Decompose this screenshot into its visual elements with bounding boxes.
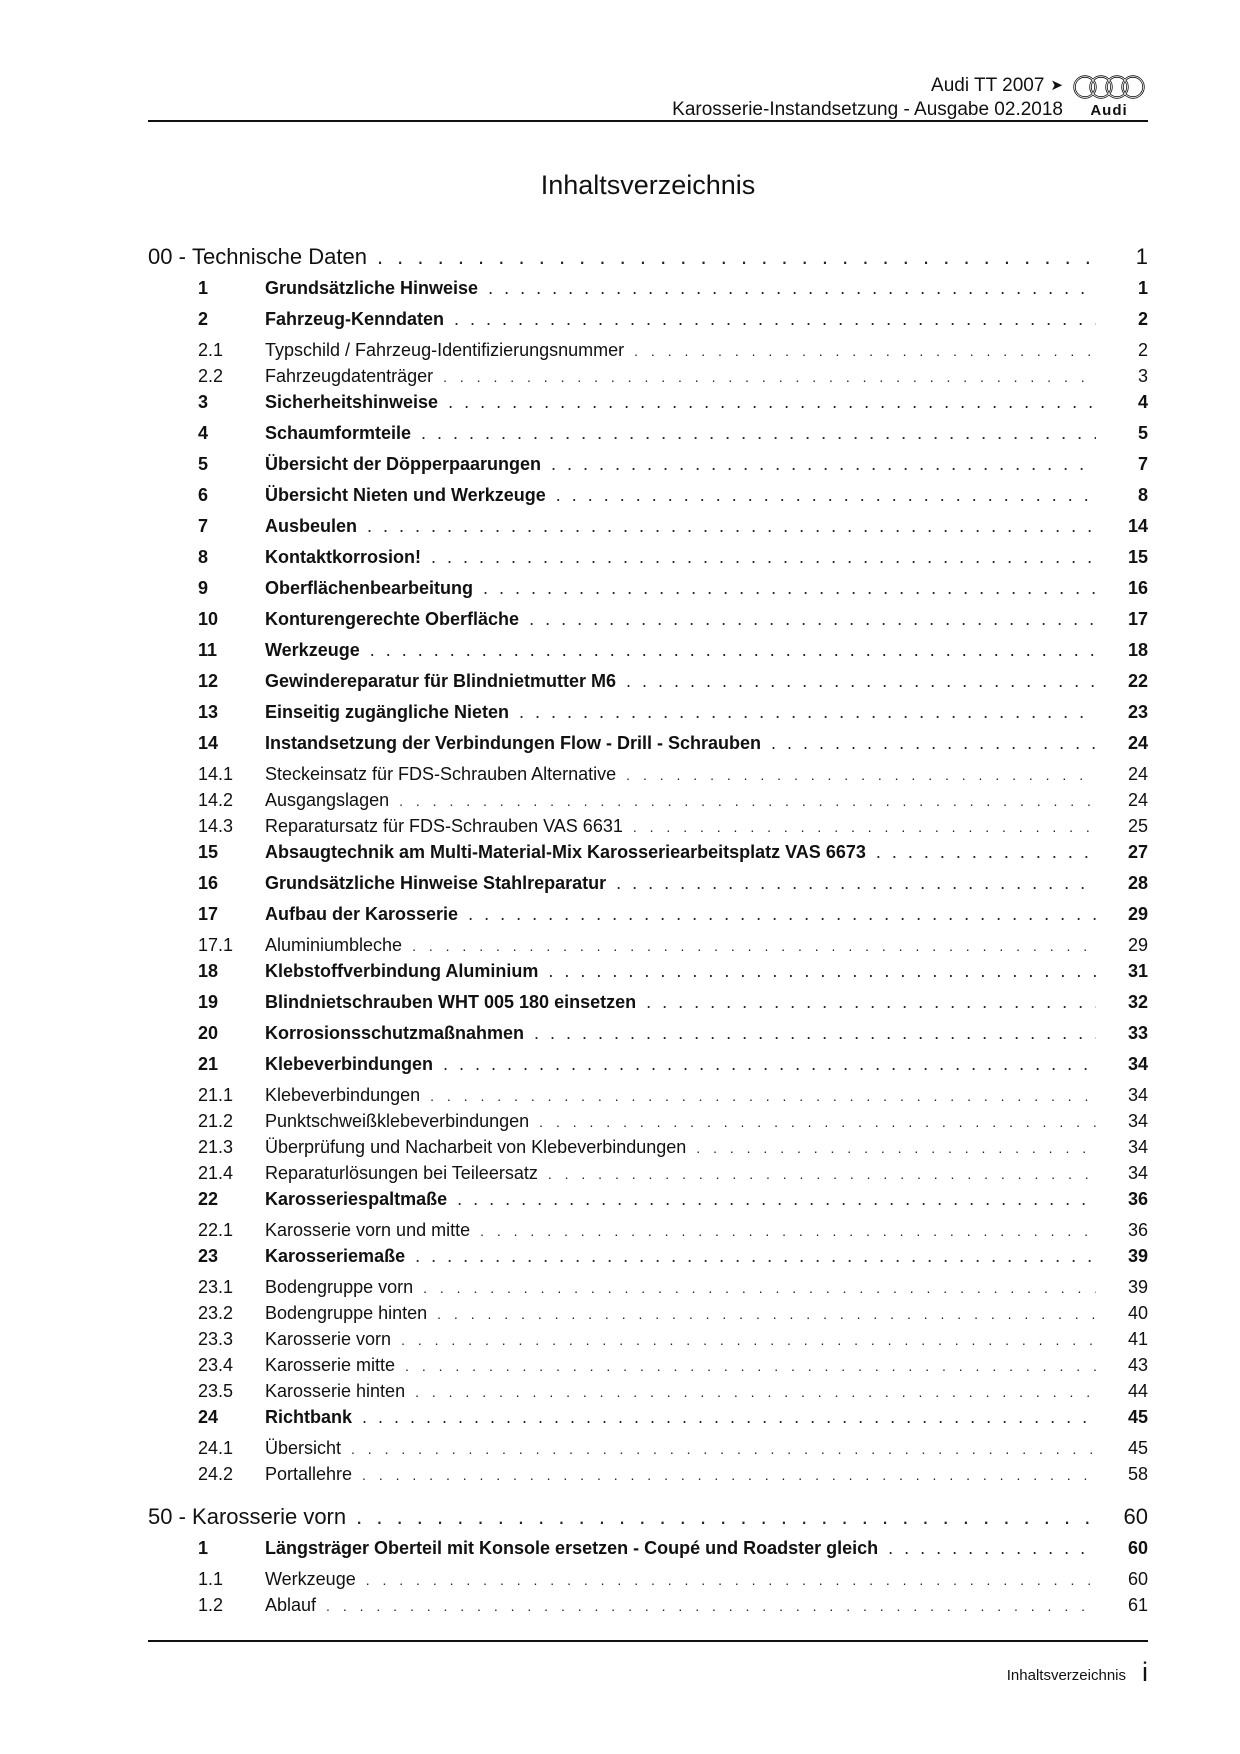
chapter-number: 50 <box>148 1504 173 1529</box>
toc-subsection-row[interactable] <box>148 935 1148 961</box>
toc-subsection-row[interactable] <box>148 1569 1148 1595</box>
subsection-title: Ablauf <box>265 1595 317 1615</box>
chapter-page-number: 60 <box>1123 1504 1148 1529</box>
subsection-title: Karosserie vorn <box>265 1329 392 1349</box>
leader-dots <box>548 1166 1096 1182</box>
entry-page-number: 24 <box>1127 790 1148 810</box>
leader-dots <box>454 309 1096 330</box>
toc-chapter-row[interactable] <box>148 244 1148 278</box>
subsection-title: Bodengruppe vorn <box>265 1277 414 1297</box>
section-title: Oberflächenbearbeitung <box>265 578 474 598</box>
section-number: 20 <box>198 1023 219 1043</box>
leader-dots <box>401 1332 1096 1348</box>
toc-chapter-row[interactable] <box>148 1504 1148 1538</box>
toc-section-row[interactable] <box>148 1407 1148 1438</box>
toc-section-row[interactable] <box>148 1538 1148 1569</box>
chapter-title: Technische Daten <box>192 244 367 269</box>
page-footer <box>148 1655 1148 1695</box>
toc-section-row[interactable] <box>148 671 1148 702</box>
leader-dots <box>633 819 1096 835</box>
entry-page-number: 27 <box>1127 842 1148 862</box>
footer-rule <box>148 1640 1148 1642</box>
entry-page-number: 39 <box>1127 1277 1148 1297</box>
section-number: 9 <box>198 578 209 598</box>
leader-dots <box>483 578 1096 599</box>
toc-subsection-row[interactable] <box>148 1438 1148 1464</box>
section-title: Karosseriespaltmaße <box>265 1189 448 1209</box>
section-number: 1 <box>198 1538 209 1558</box>
toc-section-row[interactable] <box>148 640 1148 671</box>
subsection-title: Punktschweißklebeverbindungen <box>265 1111 530 1131</box>
section-number: 16 <box>198 873 219 893</box>
arrow-right-icon: ➤ <box>1050 77 1063 94</box>
subsection-number: 21.1 <box>198 1085 234 1105</box>
section-title: Ausbeulen <box>265 516 358 536</box>
toc-section-row[interactable] <box>148 578 1148 609</box>
section-number: 7 <box>198 516 209 536</box>
entry-page-number: 1 <box>1137 278 1148 298</box>
section-title: Instandsetzung der Verbindungen Flow - Drill - Schrauben <box>265 733 762 753</box>
toc-subsection-row[interactable] <box>148 1595 1148 1621</box>
leader-dots <box>696 1140 1096 1156</box>
toc-subsection-row[interactable] <box>148 1085 1148 1111</box>
subsection-title: Reparaturlösungen bei Teileersatz <box>265 1163 538 1183</box>
entry-page-number: 23 <box>1127 702 1148 722</box>
entry-page-number: 58 <box>1127 1464 1148 1484</box>
section-number: 2 <box>198 309 209 329</box>
toc-section-row[interactable] <box>148 1054 1148 1085</box>
section-number: 5 <box>198 454 209 474</box>
leader-dots <box>529 609 1096 630</box>
subsection-number: 17.1 <box>198 935 234 955</box>
leader-dots <box>366 1572 1096 1588</box>
section-title: Absaugtechnik am Multi-Material-Mix Karosseriearbeitsplatz VAS 6673 <box>265 842 866 862</box>
leader-dots <box>548 961 1096 982</box>
section-number: 1 <box>198 278 209 298</box>
section-number: 4 <box>198 423 209 443</box>
section-number: 23 <box>198 1246 219 1266</box>
leader-dots <box>415 1384 1096 1400</box>
subsection-number: 23.3 <box>198 1329 234 1349</box>
section-number: 24 <box>198 1407 219 1427</box>
footer-page-number: i <box>1142 1657 1148 1687</box>
section-title: Konturengerechte Oberfläche <box>265 609 520 629</box>
entry-page-number: 43 <box>1127 1355 1148 1375</box>
leader-dots <box>457 1189 1096 1210</box>
toc-subsection-row[interactable] <box>148 1220 1148 1246</box>
toc-subsection-row[interactable] <box>148 1111 1148 1137</box>
section-title: Klebeverbindungen <box>265 1054 434 1074</box>
section-title: Aufbau der Karosserie <box>265 904 459 924</box>
leader-dots <box>626 671 1096 692</box>
section-title: Fahrzeug-Kenndaten <box>265 309 445 329</box>
toc-subsection-row[interactable] <box>148 366 1148 392</box>
leader-dots <box>519 702 1096 723</box>
entry-page-number: 25 <box>1127 816 1148 836</box>
section-number: 14 <box>198 733 219 753</box>
toc-subsection-row[interactable] <box>148 764 1148 790</box>
leader-dots <box>362 1467 1096 1483</box>
header-model: Audi TT 2007 ➤ <box>931 75 1063 96</box>
section-title: Gewindereparatur für Blindnietmutter M6 <box>265 671 617 691</box>
section-title: Klebstoffverbindung Aluminium <box>265 961 539 981</box>
subsection-title: Klebeverbindungen <box>265 1085 421 1105</box>
leader-dots <box>421 423 1096 444</box>
entry-page-number: 34 <box>1127 1137 1148 1157</box>
leader-dots <box>377 244 1096 270</box>
section-title: Grundsätzliche Hinweise Stahlreparatur <box>265 873 607 893</box>
subsection-number: 23.1 <box>198 1277 234 1297</box>
leader-dots <box>437 1306 1096 1322</box>
toc-section-row[interactable] <box>148 485 1148 516</box>
section-title: Korrosionsschutzmaßnahmen <box>265 1023 525 1043</box>
toc-section-row[interactable] <box>148 1189 1148 1220</box>
entry-page-number: 45 <box>1127 1438 1148 1458</box>
subsection-number: 23.5 <box>198 1381 234 1401</box>
leader-dots <box>488 278 1096 299</box>
leader-dots <box>431 547 1096 568</box>
toc-subsection-row[interactable] <box>148 1381 1148 1407</box>
subsection-title: Karosserie hinten <box>265 1381 406 1401</box>
toc-section-row[interactable] <box>148 873 1148 904</box>
leader-dots <box>362 1407 1096 1428</box>
entry-page-number: 33 <box>1127 1023 1148 1043</box>
subsection-number: 1.2 <box>198 1595 224 1615</box>
toc-subsection-row[interactable] <box>148 1355 1148 1381</box>
subsection-title: Werkzeuge <box>265 1569 356 1589</box>
toc-subsection-row[interactable] <box>148 1464 1148 1490</box>
subsection-number: 21.4 <box>198 1163 234 1183</box>
header-manual: Karosserie-Instandsetzung - Ausgabe 02.2018 <box>672 99 1063 120</box>
subsection-title: Ausgangslagen <box>265 790 390 810</box>
subsection-title: Karosserie mitte <box>265 1355 396 1375</box>
toc-section-row[interactable] <box>148 609 1148 640</box>
leader-dots <box>405 1358 1096 1374</box>
leader-dots <box>556 485 1096 506</box>
subsection-number: 21.2 <box>198 1111 234 1131</box>
section-number: 19 <box>198 992 219 1012</box>
entry-page-number: 22 <box>1127 671 1148 691</box>
entry-page-number: 16 <box>1127 578 1148 598</box>
leader-dots <box>367 516 1096 537</box>
section-title: Richtbank <box>265 1407 353 1427</box>
section-number: 6 <box>198 485 209 505</box>
header-text <box>672 74 1063 122</box>
toc-subsection-row[interactable] <box>148 816 1148 842</box>
entry-page-number: 8 <box>1137 485 1148 505</box>
entry-page-number: 28 <box>1127 873 1148 893</box>
toc-section-row[interactable] <box>148 278 1148 309</box>
leader-dots <box>415 1246 1096 1267</box>
section-number: 11 <box>198 640 218 660</box>
audi-rings-icon <box>1072 74 1146 100</box>
subsection-title: Aluminiumbleche <box>265 935 403 955</box>
entry-page-number: 32 <box>1127 992 1148 1012</box>
section-title: Einseitig zugängliche Nieten <box>265 702 510 722</box>
section-title: Schaumformteile <box>265 423 412 443</box>
leader-dots <box>468 904 1096 925</box>
leader-dots <box>423 1280 1096 1296</box>
audi-logo <box>1070 74 1148 120</box>
entry-page-number: 29 <box>1127 935 1148 955</box>
entry-page-number: 39 <box>1127 1246 1148 1266</box>
entry-page-number: 34 <box>1127 1111 1148 1131</box>
entry-page-number: 3 <box>1137 366 1148 386</box>
section-number: 13 <box>198 702 219 722</box>
section-number: 3 <box>198 392 209 412</box>
entry-page-number: 2 <box>1137 340 1148 360</box>
subsection-title: Bodengruppe hinten <box>265 1303 428 1323</box>
subsection-number: 21.3 <box>198 1137 234 1157</box>
entry-page-number: 24 <box>1127 733 1148 753</box>
toc-section-row[interactable] <box>148 904 1148 935</box>
section-title: Übersicht Nieten und Werkzeuge <box>265 485 546 505</box>
section-title: Längsträger Oberteil mit Konsole ersetzen - Coupé und Roadster gleich <box>265 1538 879 1558</box>
entry-page-number: 41 <box>1127 1329 1148 1349</box>
entry-page-number: 2 <box>1137 309 1148 329</box>
toc-subsection-row[interactable] <box>148 1329 1148 1355</box>
toc-section-row[interactable] <box>148 392 1148 423</box>
toc-section-row[interactable] <box>148 733 1148 764</box>
section-title: Kontaktkorrosion! <box>265 547 422 567</box>
subsection-number: 14.1 <box>198 764 234 784</box>
subsection-number: 23.2 <box>198 1303 234 1323</box>
header-rule <box>148 120 1148 122</box>
section-title: Sicherheitshinweise <box>265 392 439 412</box>
subsection-number: 24.2 <box>198 1464 234 1484</box>
toc-section-row[interactable] <box>148 1023 1148 1054</box>
leader-dots <box>356 1504 1096 1530</box>
section-number: 10 <box>198 609 219 629</box>
leader-dots <box>399 793 1096 809</box>
subsection-title: Steckeinsatz für FDS-Schrauben Alternative <box>265 764 617 784</box>
entry-page-number: 15 <box>1127 547 1148 567</box>
toc-subsection-row[interactable] <box>148 340 1148 366</box>
entry-page-number: 60 <box>1127 1538 1148 1558</box>
toc-section-row[interactable] <box>148 454 1148 485</box>
section-number: 15 <box>198 842 219 862</box>
page-header <box>148 70 1148 124</box>
entry-page-number: 24 <box>1127 764 1148 784</box>
subsection-title: Fahrzeugdatenträger <box>265 366 434 386</box>
entry-page-number: 40 <box>1127 1303 1148 1323</box>
leader-dots <box>443 369 1096 385</box>
leader-dots <box>876 842 1096 863</box>
entry-page-number: 31 <box>1127 961 1148 981</box>
section-title: Übersicht der Döpperpaarungen <box>265 454 542 474</box>
subsection-number: 24.1 <box>198 1438 234 1458</box>
subsection-title: Überprüfung und Nacharbeit von Klebeverbindungen <box>265 1137 687 1157</box>
entry-page-number: 7 <box>1137 454 1148 474</box>
chapter-page-number: 1 <box>1135 244 1148 269</box>
toc-section-row[interactable] <box>148 702 1148 733</box>
entry-page-number: 36 <box>1127 1189 1148 1209</box>
subsection-number: 14.2 <box>198 790 234 810</box>
leader-dots <box>534 1023 1096 1044</box>
toc-section-row[interactable] <box>148 1246 1148 1277</box>
leader-dots <box>634 343 1096 359</box>
leader-dots <box>480 1223 1096 1239</box>
entry-page-number: 14 <box>1127 516 1148 536</box>
section-number: 8 <box>198 547 209 567</box>
chapter-number: 00 <box>148 244 173 269</box>
leader-dots <box>351 1441 1096 1457</box>
section-title: Karosseriemaße <box>265 1246 406 1266</box>
toc-section-row[interactable] <box>148 516 1148 547</box>
leader-dots <box>370 640 1096 661</box>
entry-page-number: 45 <box>1127 1407 1148 1427</box>
entry-page-number: 34 <box>1127 1054 1148 1074</box>
entry-page-number: 17 <box>1127 609 1148 629</box>
section-title: Werkzeuge <box>265 640 360 660</box>
chapter-separator: - <box>172 244 193 269</box>
leader-dots <box>412 938 1096 954</box>
entry-page-number: 34 <box>1127 1085 1148 1105</box>
toc-subsection-row[interactable] <box>148 790 1148 816</box>
entry-page-number: 61 <box>1127 1595 1148 1615</box>
leader-dots <box>539 1114 1096 1130</box>
subsection-title: Übersicht <box>265 1438 342 1458</box>
leader-dots <box>646 992 1096 1013</box>
leader-dots <box>443 1054 1096 1075</box>
entry-page-number: 29 <box>1127 904 1148 924</box>
toc-section-row[interactable] <box>148 842 1148 873</box>
chapter-title: Karosserie vorn <box>192 1504 347 1529</box>
entry-page-number: 44 <box>1127 1381 1148 1401</box>
leader-dots <box>551 454 1096 475</box>
toc-subsection-row[interactable] <box>148 1303 1148 1329</box>
chapter-separator: - <box>172 1504 193 1529</box>
subsection-number: 23.4 <box>198 1355 234 1375</box>
toc-section-row[interactable] <box>148 423 1148 454</box>
toc-section-row[interactable] <box>148 992 1148 1023</box>
entry-page-number: 60 <box>1127 1569 1148 1589</box>
leader-dots <box>326 1598 1096 1614</box>
leader-dots <box>626 767 1096 783</box>
audi-logo-text: Audi <box>1090 102 1128 119</box>
entry-page-number: 4 <box>1137 392 1148 412</box>
leader-dots <box>888 1538 1096 1559</box>
subsection-number: 22.1 <box>198 1220 234 1240</box>
table-of-contents <box>148 244 1148 1621</box>
toc-section-row[interactable] <box>148 309 1148 340</box>
entry-page-number: 36 <box>1127 1220 1148 1240</box>
subsection-number: 14.3 <box>198 816 234 836</box>
leader-dots <box>771 733 1096 754</box>
leader-dots <box>616 873 1096 894</box>
toc-subsection-row[interactable] <box>148 1137 1148 1163</box>
subsection-number: 2.1 <box>198 340 224 360</box>
entry-page-number: 34 <box>1127 1163 1148 1183</box>
footer-label: Inhaltsverzeichnis <box>1006 1667 1126 1684</box>
section-number: 17 <box>198 904 219 924</box>
subsection-number: 1.1 <box>198 1569 224 1589</box>
toc-section-row[interactable] <box>148 547 1148 578</box>
page-title: Inhaltsverzeichnis <box>540 170 756 200</box>
subsection-title: Karosserie vorn und mitte <box>265 1220 471 1240</box>
section-title: Blindnietschrauben WHT 005 180 einsetzen <box>265 992 637 1012</box>
subsection-title: Portallehre <box>265 1464 353 1484</box>
entry-page-number: 5 <box>1137 423 1148 443</box>
subsection-number: 2.2 <box>198 366 224 386</box>
section-number: 18 <box>198 961 219 981</box>
section-number: 12 <box>198 671 219 691</box>
toc-subsection-row[interactable] <box>148 1277 1148 1303</box>
leader-dots <box>430 1088 1096 1104</box>
subsection-title: Reparatursatz für FDS-Schrauben VAS 6631 <box>265 816 623 836</box>
section-number: 21 <box>198 1054 219 1074</box>
section-number: 22 <box>198 1189 219 1209</box>
section-title: Grundsätzliche Hinweise <box>265 278 479 298</box>
entry-page-number: 18 <box>1127 640 1148 660</box>
toc-section-row[interactable] <box>148 961 1148 992</box>
toc-subsection-row[interactable] <box>148 1163 1148 1189</box>
subsection-title: Typschild / Fahrzeug-Identifizierungsnummer <box>265 340 625 360</box>
leader-dots <box>448 392 1096 413</box>
